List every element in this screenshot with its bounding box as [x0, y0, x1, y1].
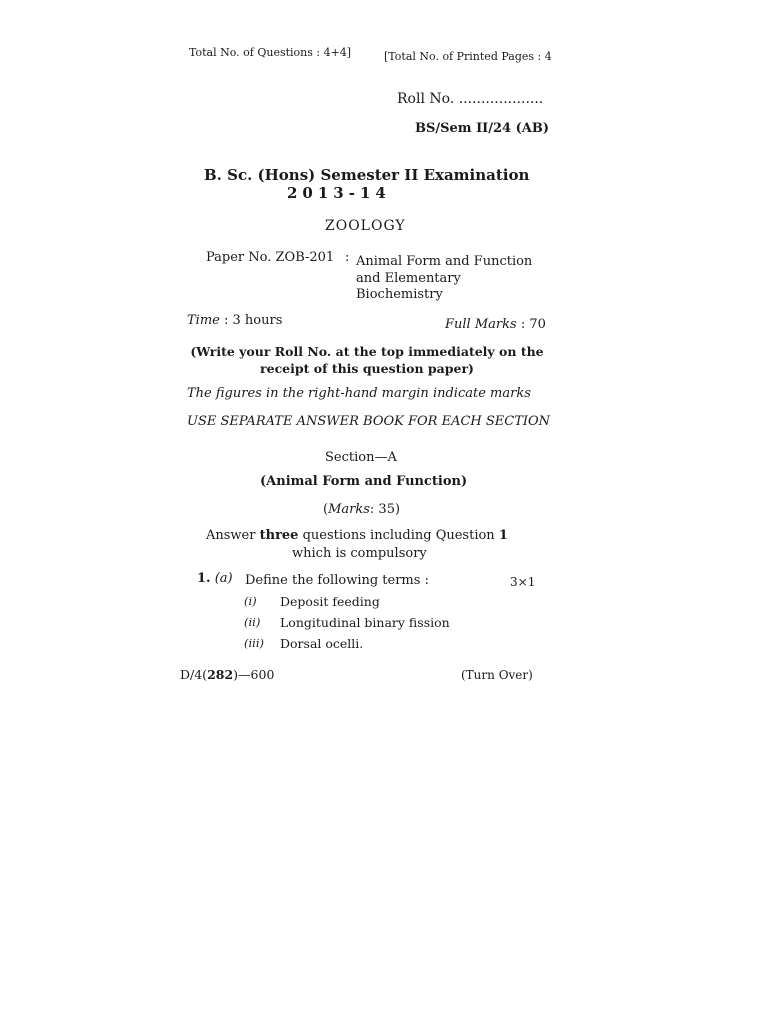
- question-marks: 3×1: [510, 575, 536, 589]
- footer-code-post: )—600: [233, 667, 275, 682]
- answer-instruction-post: questions including Question: [302, 528, 495, 543]
- footer-code-pre: D/4(: [180, 667, 208, 682]
- roll-number-field: Roll No. ...................: [397, 91, 544, 107]
- paper-title-line-2: and Elementary: [356, 270, 461, 286]
- answer-instruction-pre: Answer: [206, 528, 256, 543]
- question-1-part: (a): [214, 571, 233, 586]
- paper-title-line-1: Animal Form and Function: [356, 254, 533, 269]
- answer-instruction: [206, 528, 508, 543]
- sub-item-text: Dorsal ocelli.: [280, 636, 364, 651]
- paper-title: [356, 254, 532, 304]
- exam-year: 2013-14: [287, 184, 391, 202]
- total-questions: Total No. of Questions : 4+4]: [189, 46, 352, 59]
- footer-code-bold: 282: [207, 667, 234, 682]
- footer-code: [180, 667, 274, 682]
- question-1-number: 1.: [197, 571, 211, 586]
- question-text: Define the following terms :: [245, 573, 429, 588]
- full-marks: [445, 317, 546, 332]
- section-marks-value: : 35: [369, 502, 395, 517]
- exam-title: B. Sc. (Hons) Semester II Examination: [204, 166, 530, 184]
- answer-instruction-qnum: 1: [498, 528, 508, 543]
- sub-item-text: Deposit feeding: [280, 594, 380, 609]
- paper-separator: :: [345, 250, 350, 265]
- subject-title: ZOOLOGY: [325, 218, 406, 234]
- roll-number-instruction: (Write your Roll No. at the top immediately on the receipt of this question paper): [190, 344, 544, 376]
- section-subtitle: (Animal Form and Function): [260, 474, 468, 489]
- sub-item-number: (ii): [244, 615, 261, 629]
- answer-instruction-line-2: which is compulsory: [292, 546, 427, 561]
- full-marks-value: : 70: [520, 317, 546, 332]
- section-marks: (Marks: 35): [323, 502, 401, 517]
- figures-note: The figures in the right-hand margin indicate marks: [187, 386, 531, 401]
- time-label: Time: [187, 313, 220, 328]
- paper-code: BS/Sem II/24 (AB): [415, 121, 549, 136]
- answer-instruction-bold: three: [259, 528, 299, 543]
- sub-item-number: (iii): [244, 636, 265, 650]
- section-heading: Section—A: [325, 450, 397, 465]
- paper-title-line-3: Biochemistry: [356, 287, 443, 302]
- question-number: [197, 571, 233, 586]
- turn-over-note: (Turn Over): [461, 668, 533, 682]
- time-allowed: [187, 313, 282, 328]
- section-marks-label: Marks: [328, 502, 370, 517]
- paper-number: Paper No. ZOB-201: [206, 250, 335, 265]
- sub-item-number: (i): [244, 594, 257, 608]
- answer-book-note: USE SEPARATE ANSWER BOOK FOR EACH SECTION: [187, 414, 551, 429]
- sub-item-text: Longitudinal binary fission: [280, 615, 450, 630]
- total-printed-pages: [Total No. of Printed Pages : 4: [384, 50, 552, 63]
- full-marks-label: Full Marks: [445, 317, 517, 332]
- time-value: : 3 hours: [224, 313, 283, 328]
